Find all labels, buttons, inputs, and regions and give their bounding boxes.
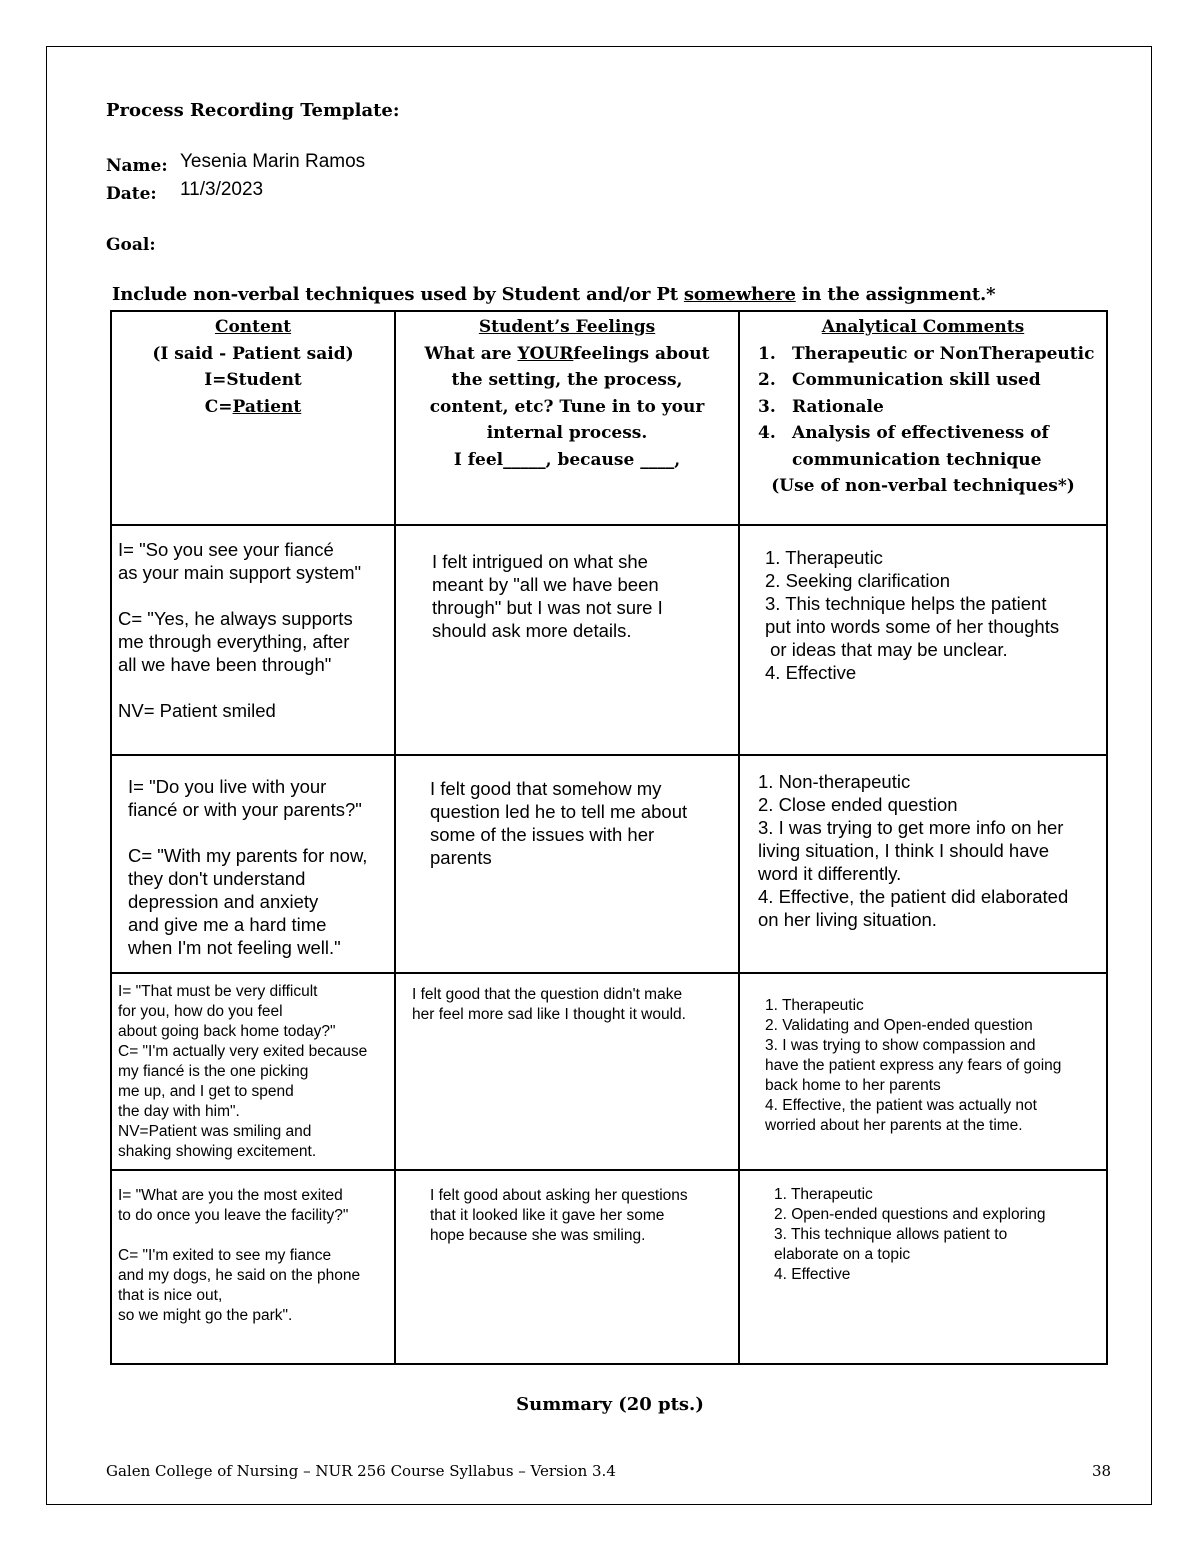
table-row (111, 755, 1107, 973)
name-label: Name: (106, 156, 168, 176)
row3-analysis: 1. Therapeutic 2. Validating and Open-ended question 3. I was trying to show compassion and have the patient express any fears of going back home to her parents 4. Effective, the patient was actually not worried about her parents at the time. (765, 997, 1062, 1134)
header-analysis-item: 3. Rationale (758, 396, 884, 417)
header-analysis (739, 311, 1107, 525)
row1-feelings: I felt intrigued on what she meant by "all we have been through" but I was not sure I should ask more details. (432, 551, 663, 641)
table-header-row (111, 311, 1107, 525)
row3-content: I= "That must be very difficult for you, how do you feel about going back home today?" C= "I'm actually very exited because my fiancé is the one picking me up, and I get to spend the day with him". NV=Patient was smiling and shaking showing excitement. (118, 983, 368, 1160)
header-feelings-line: internal process. (486, 423, 648, 443)
row2-feelings: I felt good that somehow my question led he to tell me about some of the issues with her parents (430, 778, 688, 868)
header-content-line: (I said - Patient said) (152, 343, 354, 364)
header-feelings-your: YOUR (517, 343, 574, 364)
header-analysis-title: Analytical Comments (821, 317, 1025, 337)
header-analysis-list (740, 341, 1106, 474)
header-feelings-line: content, etc? Tune in to your (429, 396, 705, 417)
row2-analysis: 1. Non-therapeutic 2. Close ended question 3. I was trying to get more info on her living situation, I think I should have word it differently. 4. Effective, the patient did elaborated on her living situation. (758, 771, 1069, 930)
name-value: Yesenia Marin Ramos (180, 151, 366, 172)
header-content (111, 311, 395, 525)
header-content-line: I=Student (204, 370, 302, 390)
header-feelings-line: feelings about (573, 343, 710, 364)
header-analysis-footer: (Use of non-verbal techniques*) (771, 476, 1075, 496)
row4-content: I= "What are you the most exited to do once you leave the facility?" C= "I'm exited to see my fiance and my dogs, he said on the phone that is nice out, so we might go the park". (118, 1187, 361, 1324)
table-row (111, 1170, 1107, 1364)
header-feelings-line: the setting, the process, (451, 370, 683, 390)
instruction-underlined: somewhere (683, 284, 796, 305)
header-feelings-title: Student’s Feelings (478, 317, 656, 337)
row3-feelings: I felt good that the question didn't make her feel more sad like I thought it would. (412, 986, 686, 1023)
header-analysis-item: 4. Analysis of effectiveness of communication technique (758, 423, 1049, 470)
header-content-line: C= (204, 396, 233, 417)
header-content-patient: Patient (232, 396, 302, 417)
header-analysis-item: 1. Therapeutic or NonTherapeutic (758, 343, 1095, 364)
instruction-line (112, 284, 995, 305)
instruction-pre: Include non-verbal techniques used by Student and/or Pt (112, 284, 684, 305)
header-analysis-item: 2. Communication skill used (758, 370, 1041, 390)
header-feelings-line: What are (424, 343, 518, 364)
header-feelings (395, 311, 739, 525)
header-content-title: Content (214, 317, 292, 337)
row1-analysis: 1. Therapeutic 2. Seeking clarification 3. This technique helps the patient put into words some of her thoughts or ideas that may be unclear. 4. Effective (765, 547, 1060, 683)
row4-analysis: 1. Therapeutic 2. Open-ended questions and exploring 3. This technique allows patient to elaborate on a topic 4. Effective (774, 1186, 1046, 1283)
date-value: 11/3/2023 (180, 179, 264, 200)
table-row (111, 525, 1107, 755)
row2-content: I= "Do you live with your fiancé or with your parents?" C= "With my parents for now, they don't understand depression and anxiety and give me a hard time when I'm not feeling well." (128, 776, 368, 958)
date-label: Date: (106, 184, 157, 204)
process-recording-table (110, 310, 1108, 1365)
instruction-post: in the assignment.* (795, 284, 996, 305)
footer-text: Galen College of Nursing – NUR 256 Course Syllabus – Version 3.4 (106, 1462, 616, 1480)
document-title: Process Recording Template: (106, 100, 400, 121)
row1-content: I= "So you see your fiancé as your main support system" C= "Yes, he always supports me through everything, after all we have been through" NV= Patient smiled (118, 539, 362, 721)
table-row (111, 973, 1107, 1170)
page-number: 38 (1092, 1462, 1112, 1480)
goal-label: Goal: (106, 235, 156, 255)
header-feelings-line: I feel_____, because ____, (453, 449, 681, 470)
summary-heading: Summary (20 pts.) (516, 1394, 704, 1415)
row4-feelings: I felt good about asking her questions that it looked like it gave her some hope because she was smiling. (430, 1187, 688, 1244)
